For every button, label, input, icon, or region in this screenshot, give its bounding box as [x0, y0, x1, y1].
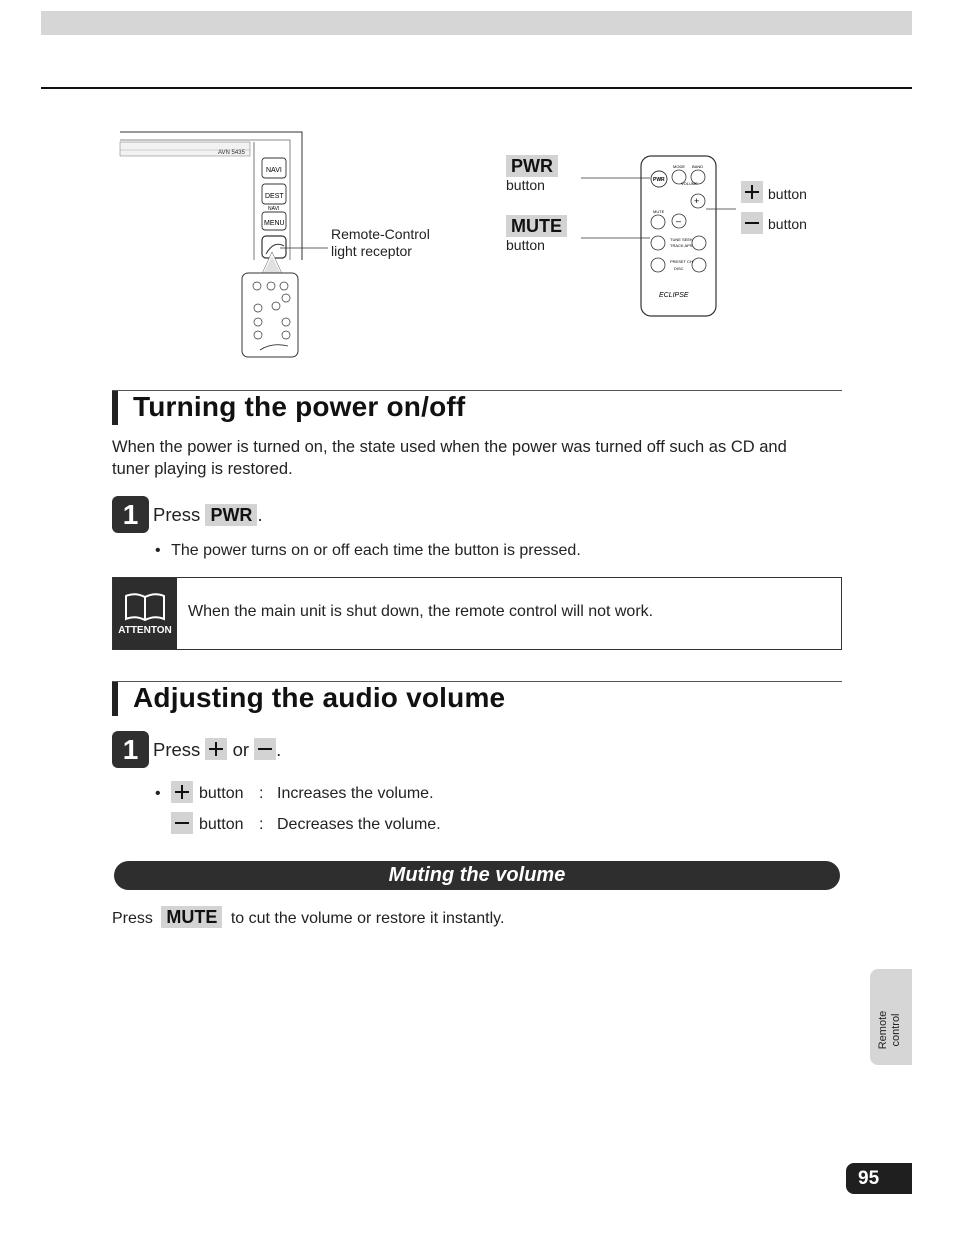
bullet-text: The power turns on or off each time the button is pressed.	[171, 542, 581, 559]
remote-key-mute: MUTE	[653, 209, 665, 214]
plus-key-icon	[205, 738, 227, 760]
device-button-navi-sub: NAVI	[268, 206, 280, 212]
side-tab-line1: Remote	[877, 1010, 889, 1050]
section1-intro-line1: When the power is turned on, the state used when the power was turned off such as CD and	[112, 438, 787, 456]
minus-colon: :	[259, 816, 264, 833]
remote-key-tune-seek: TUNE SEEK	[670, 237, 693, 242]
remote-control-illustration	[578, 150, 754, 322]
device-button-menu: MENU	[264, 220, 285, 227]
device-model-label: AVN 5435	[218, 150, 245, 156]
muting-text	[112, 906, 504, 931]
section2-step	[153, 738, 281, 762]
section1-title: Turning the power on/off	[133, 391, 466, 422]
minus-key-icon	[741, 212, 763, 234]
mute-key-label: MUTE	[506, 215, 567, 237]
remote-key-volume: VOLUME	[681, 181, 698, 186]
receptor-label-line2: light receptor	[331, 243, 412, 259]
section1-bar	[112, 391, 118, 425]
receptor-label	[331, 226, 430, 260]
step-badge: 1	[112, 496, 149, 533]
mute-key: MUTE	[161, 906, 222, 928]
pwr-key-label: PWR	[506, 155, 558, 177]
bullet-marker: •	[155, 785, 161, 802]
mute-callout	[506, 215, 567, 253]
minus-caption: button	[768, 216, 807, 232]
minus-key-icon	[171, 812, 193, 834]
step-suffix: .	[276, 739, 282, 760]
pwr-key: PWR	[205, 504, 257, 526]
plus-word: button	[199, 785, 244, 802]
page-number: 95	[846, 1163, 912, 1194]
minus-key-icon	[254, 738, 276, 760]
remote-key-band: BAND	[692, 164, 704, 169]
plus-key-icon	[171, 781, 193, 803]
plus-key-icon	[741, 181, 763, 203]
attention-label: ATTENTON	[118, 625, 172, 636]
receptor-label-line1: Remote-Control	[331, 226, 430, 242]
step-prefix: Press	[153, 739, 201, 760]
header-rule	[41, 87, 912, 89]
bullet-marker: •	[155, 542, 161, 559]
minus-word: button	[199, 816, 244, 833]
attention-box	[112, 577, 842, 650]
step-badge: 1	[112, 731, 149, 768]
step-suffix: .	[257, 504, 263, 525]
remote-brand-logo: ECLIPSE	[659, 292, 689, 299]
svg-text:+: +	[694, 196, 700, 206]
step-or: or	[232, 739, 250, 760]
section1-step	[153, 504, 263, 526]
attention-text: When the main unit is shut down, the remote control will not work.	[188, 603, 654, 620]
muting-prefix: Press	[112, 910, 153, 927]
pwr-callout	[506, 155, 558, 193]
remote-key-track-aps: TRACK APS	[670, 243, 693, 248]
attention-icon-panel	[113, 578, 177, 649]
pwr-caption: button	[506, 177, 545, 193]
mute-caption: button	[506, 237, 545, 253]
section2-title: Adjusting the audio volume	[133, 682, 506, 713]
remote-key-preset-ch: PRESET CH	[670, 259, 693, 264]
minus-desc: Decreases the volume.	[277, 816, 441, 833]
plus-colon: :	[259, 785, 264, 802]
remote-key-mode: MODE	[673, 164, 685, 169]
section1-bullet	[155, 540, 581, 562]
plus-caption: button	[768, 186, 807, 202]
remote-key-disc: DISC	[674, 266, 684, 271]
step-prefix: Press	[153, 504, 201, 525]
book-icon	[124, 592, 166, 622]
side-tab	[870, 969, 912, 1065]
section1-intro-line2: tuner playing is restored.	[112, 460, 293, 478]
section2-bar	[112, 682, 118, 716]
muting-banner: Muting the volume	[114, 861, 840, 890]
side-tab-label	[877, 1000, 903, 1060]
section1-intro	[112, 436, 852, 480]
side-tab-line2: control	[890, 1013, 902, 1047]
muting-suffix: to cut the volume or restore it instantly.	[230, 910, 505, 927]
device-button-navi: NAVI	[266, 167, 282, 174]
remote-key-pwr: PWR	[653, 177, 665, 183]
plus-desc: Increases the volume.	[277, 785, 434, 802]
header-band	[41, 11, 912, 35]
svg-text:–: –	[676, 216, 682, 226]
device-button-dest: DEST	[265, 193, 284, 200]
